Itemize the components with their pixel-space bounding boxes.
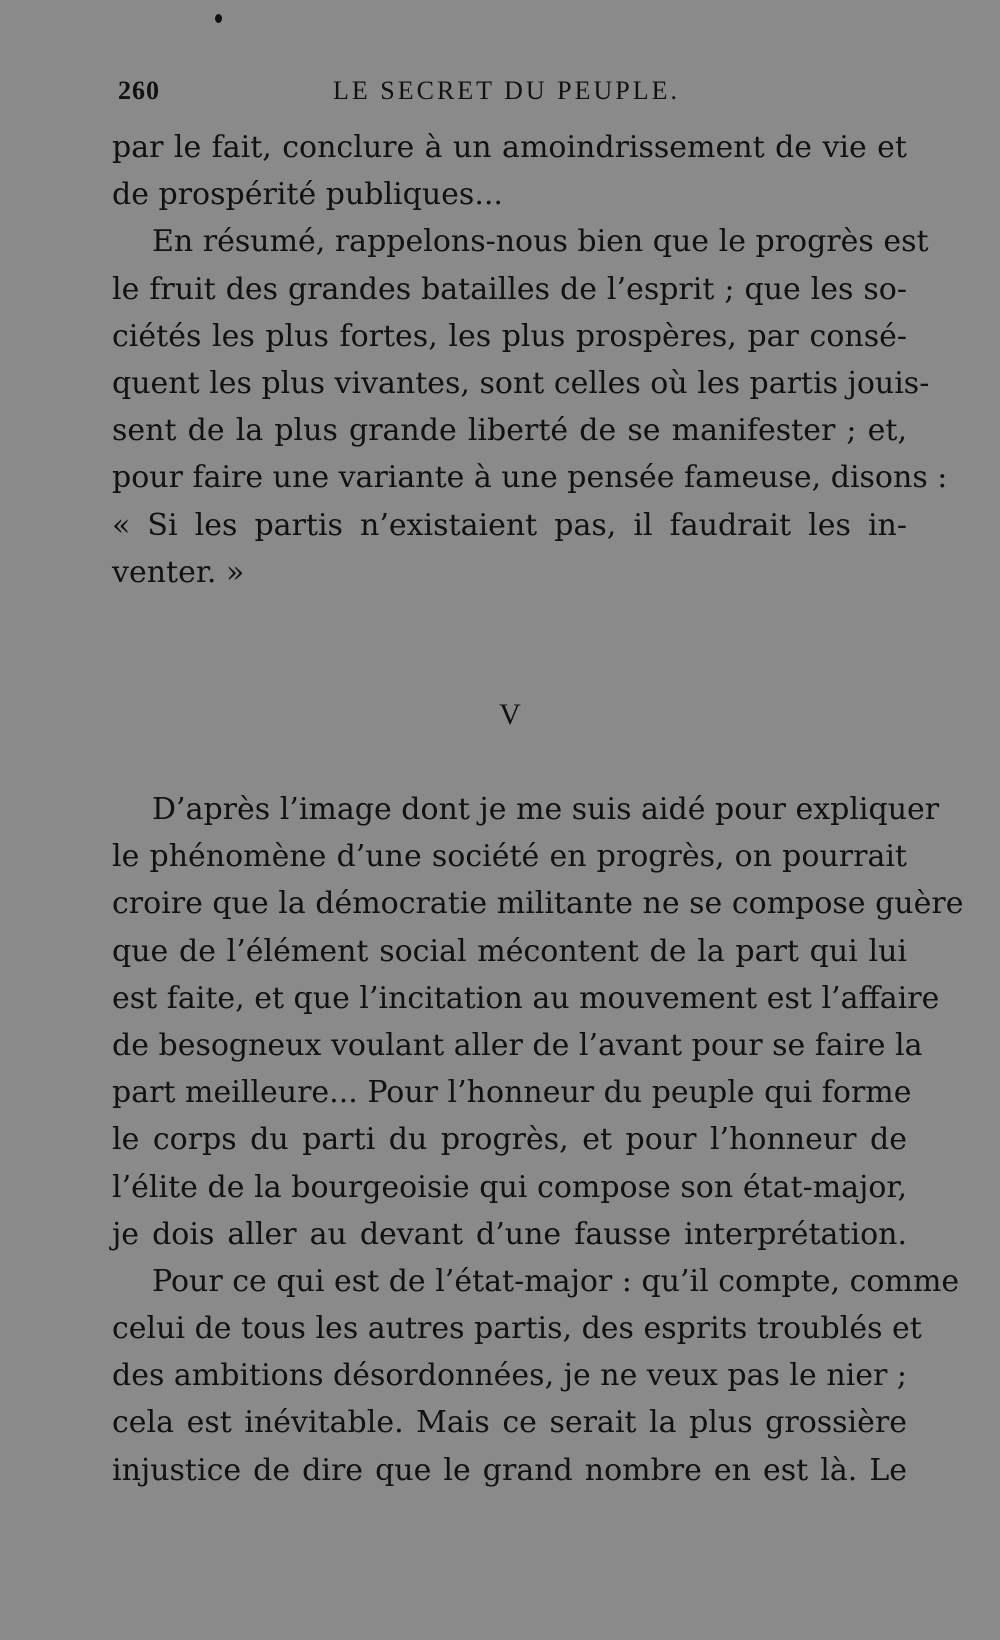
text-line: par le fait, conclure à un amoindrissement de vie et	[112, 130, 907, 165]
text-line: D’après l’image dont je me suis aidé pour expliquer	[152, 792, 940, 827]
text-line: l’élite de la bourgeoisie qui compose son état-major,	[112, 1169, 907, 1205]
text-line: injustice de dire que le grand nombre en est là. Le	[112, 1452, 907, 1488]
text-line: le phénomène d’une société en progrès, on pourrait	[112, 839, 907, 875]
text-line: le corps du parti du progrès, et pour l’honneur de	[112, 1122, 907, 1158]
text-line: cela est inévitable. Mais ce serait la plus grossière	[112, 1405, 907, 1441]
text-line: je dois aller au devant d’une fausse interprétation.	[112, 1216, 907, 1252]
paragraphs-top	[112, 124, 948, 596]
text-line: part meilleure... Pour l’honneur du peuple qui forme	[112, 1075, 912, 1111]
text-line: Pour ce qui est de l’état-major : qu’il compte, comme	[152, 1263, 960, 1299]
text-line: « Si les partis n’existaient pas, il faudrait les in-	[112, 507, 907, 543]
text-line: venter. »	[112, 554, 245, 590]
text-line: celui de tous les autres partis, des esprits troublés et	[112, 1311, 922, 1347]
section-heading: V	[499, 698, 521, 731]
text-line: En résumé, rappelons-nous bien que le progrès est	[152, 224, 929, 260]
text-line: que de l’élément social mécontent de la part qui lui	[112, 933, 907, 969]
text-line: est faite, et que l’incitation au mouvement est l’affaire	[112, 980, 940, 1016]
text-line: ciétés les plus fortes, les plus prospères, par consé-	[112, 318, 907, 354]
text-line: quent les plus vivantes, sont celles où les partis jouis-	[112, 365, 930, 401]
ink-speck	[215, 14, 222, 23]
text-line: sent de la plus grande liberté de se manifester ; et,	[112, 413, 907, 449]
page-header	[118, 76, 908, 116]
text-line: croire que la démocratie militante ne se compose guère	[112, 886, 964, 922]
paragraphs-bottom	[112, 786, 964, 1494]
text-line: pour faire une variante à une pensée fameuse, disons :	[112, 460, 948, 496]
page-number: 260	[118, 76, 160, 105]
running-title: LE SECRET DU PEUPLE.	[333, 76, 680, 105]
text-line: le fruit des grandes batailles de l’esprit ; que les so-	[112, 271, 907, 307]
text-line: des ambitions désordonnées, je ne veux pas le nier ;	[112, 1358, 907, 1394]
text-line: de besogneux voulant aller de l’avant pour se faire la	[112, 1027, 923, 1063]
text-line: de prospérité publiques...	[112, 177, 503, 213]
